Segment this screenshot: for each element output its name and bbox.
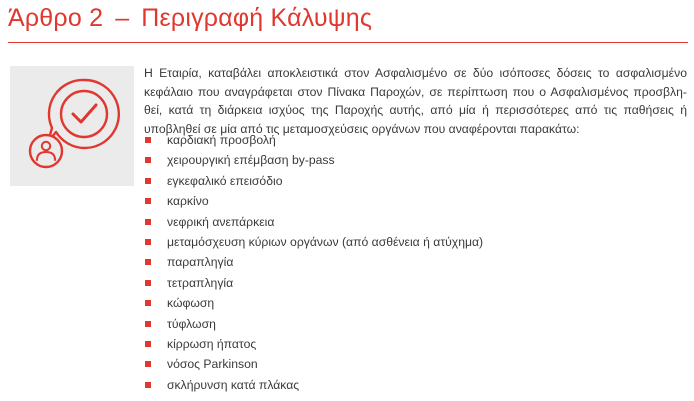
list-item [144,334,483,354]
bullet-square-icon [145,300,151,306]
bullet-square-icon [145,198,151,204]
page-title [8,4,372,33]
list-item-label: παραπληγία [167,255,234,270]
list-item [144,191,483,211]
list-item-label: νεφρική ανεπάρκεια [167,214,275,229]
list-item [144,314,483,334]
list-item-label: χειρουργική επέμβαση by-pass [167,153,335,168]
list-item [144,171,483,191]
bullet-square-icon [145,341,151,347]
list-item [144,273,483,293]
bullet-square-icon [145,219,151,225]
article-heading: Περιγραφή Κάλυψης [141,4,373,32]
bullet-square-icon [145,280,151,286]
bullet-square-icon [145,157,151,163]
list-item-label: καρκίνο [167,194,209,209]
bullet-square-icon [145,361,151,367]
icon-panel [10,66,134,186]
list-item [144,293,483,313]
conditions-list [144,130,483,395]
bullet-square-icon [145,178,151,184]
list-item-label: κίρρωση ήπατος [167,336,257,351]
list-item-label: τύφλωση [167,316,216,331]
title-divider [8,42,688,43]
list-item-label: νόσος Parkinson [167,357,258,372]
bullet-square-icon [145,259,151,265]
list-item [144,375,483,395]
list-item-label: τετραπληγία [167,275,234,290]
list-item-label: σκλήρυνση κατά πλάκας [167,377,300,392]
title-dash: – [115,4,130,32]
list-item-label: μεταμόσχευση κύριων οργάνων (από ασθένεια ή ατύχημα) [167,234,484,249]
list-item [144,354,483,374]
checkmark-person-icon [10,66,134,186]
list-item [144,212,483,232]
intro-paragraph: Η Εταιρία, καταβάλει αποκλειστικά στον Ασφαλισμένο σε δύο ισόποσες δόσεις το ασφαλισμένο κεφάλαιο που αναγράφεται στον Πίνακα Παροχών, σε περίπτωση που ο Ασφαλισμένος προσβλη-θεί, κατά τη διάρκεια ισχύος της Παροχής αυτής, από μία ή περισσότερες από τις παθήσεις ή υποβληθεί σε μία από τις μεταμοσχεύσεις οργάνων που αναφέρονται παρακάτω: [144,66,687,136]
list-item [144,232,483,252]
list-item [144,150,483,170]
list-item [144,130,483,150]
list-item-label: εγκεφαλικό επεισόδιο [167,173,283,188]
bullet-square-icon [145,239,151,245]
bullet-square-icon [145,137,151,143]
list-item-label: καρδιακή προσβολή [167,133,276,147]
bullet-square-icon [145,382,151,388]
bullet-square-icon [145,321,151,327]
list-item-label: κώφωση [167,296,215,311]
article-number: Άρθρο 2 [8,4,104,32]
list-item [144,252,483,272]
